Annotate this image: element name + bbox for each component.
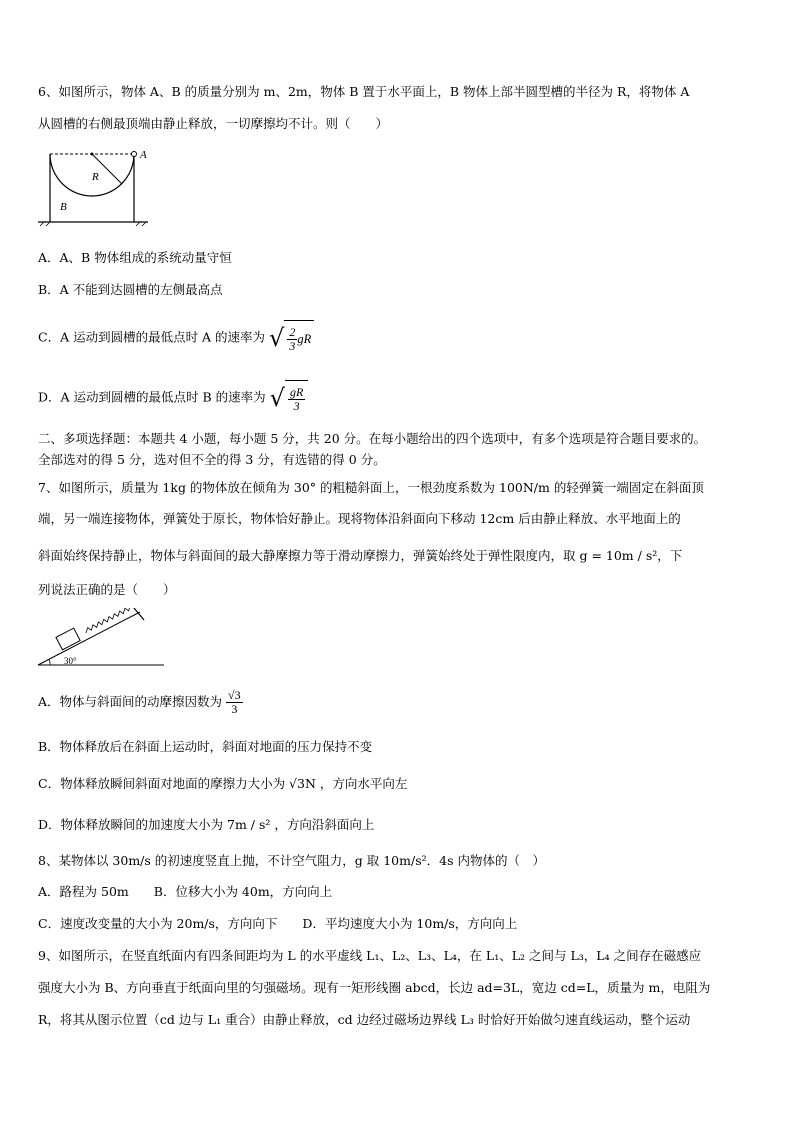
q6-option-c-tail: gR [297, 332, 312, 346]
q6-option-d-numerator: gR [289, 385, 304, 399]
section2-heading-line2: 全部选对的得 5 分，选对但不全的得 3 分，有选错的得 0 分。 [38, 452, 386, 467]
q9-stem-line1: 9、如图所示，在竖直纸面内有四条间距均为 L 的水平虚线 L₁、L₂、L₃、L₄，在 L₁、L₂ 之间与 L₃，L₄ 之间存在磁感应 [38, 948, 702, 963]
q6-option-b: B．A 不能到达圆槽的左侧最高点 [38, 282, 223, 297]
q7-stem-line2: 端，另一端连接物体，弹簧处于原长，物体恰好静止。现将物体沿斜面向下移动 12cm 后由静止释放、水平地面上的 [38, 511, 681, 526]
q8-stem: 8、某物体以 30m/s 的初速度竖直上抛，不计空气阻力，g 取 10m/s²．4s 内物体的（ ） [38, 853, 545, 868]
q6-option-d-text: D．A 运动到圆槽的最低点时 B 的速率为 [38, 389, 266, 405]
q9-stem-line3: R，将其从图示位置（cd 边与 L₁ 重合）由静止释放，cd 边经过磁场边界线 L₃ 时恰好开始做匀速直线运动，整个运动 [38, 1012, 691, 1027]
q7-option-a-denominator: 3 [231, 702, 238, 716]
q7-option-a-fraction [226, 689, 243, 716]
q7-stem-line4: 列说法正确的是（ ） [38, 582, 176, 597]
q6-option-c [38, 320, 314, 360]
q8-options-ab: A．路程为 50m B．位移大小为 40m，方向向上 [38, 884, 333, 899]
q6-option-c-numerator: 2 [289, 325, 296, 339]
q6-stem-line2: 从圆槽的右侧最顶端由静止释放，一切摩擦均不计。则（ ） [38, 116, 389, 131]
q7-stem-line3: 斜面始终保持静止，物体与斜面间的最大静摩擦力等于滑动摩擦力，弹簧始终处于弹性限度内，取 g = 10m / s²，下 [38, 548, 683, 563]
q6-figure-label-R: R [92, 171, 99, 183]
q6-figure-label-A: A [140, 149, 147, 161]
q6-stem-line1: 6、如图所示，物体 A、B 的质量分别为 m、2m，物体 B 置于水平面上，B 物体上部半圆型槽的半径为 R，将物体 A [38, 84, 690, 99]
q7-stem-line1: 7、如图所示，质量为 1kg 的物体放在倾角为 30° 的粗糙斜面上，一根劲度系数为 100N/m 的轻弹簧一端固定在斜面顶 [38, 480, 704, 495]
q7-option-a-numerator: √3 [228, 688, 241, 702]
q6-option-c-text: C．A 运动到圆槽的最低点时 A 的速率为 [38, 329, 266, 345]
q6-figure-label-B: B [60, 201, 67, 213]
q6-option-d [38, 380, 308, 420]
q7-option-a [38, 686, 243, 724]
q7-option-a-text: A．物体与斜面间的动摩擦因数为 [38, 694, 223, 709]
q6-option-d-formula: √ $\frac{gR}{3}$ [270, 380, 309, 416]
q7-figure-incline [36, 608, 168, 670]
q6-option-c-denominator: 3 [289, 339, 296, 353]
q6-option-c-formula: √ $\frac{2}{3}$ gR [269, 320, 314, 356]
q7-figure-angle-label: 30° [64, 656, 77, 666]
q9-stem-line2: 强度大小为 B、方向垂直于纸面向里的匀强磁场。现有一矩形线圈 abcd，长边 ad=3L，宽边 cd=L，质量为 m，电阻为 [38, 980, 711, 995]
q7-option-d: D．物体释放瞬间的加速度大小为 7m / s² ，方向沿斜面向上 [38, 817, 375, 832]
q6-option-d-denominator: 3 [293, 399, 300, 413]
q6-option-a: A．A、B 物体组成的系统动量守恒 [38, 250, 232, 265]
q7-option-b: B．物体释放后在斜面上运动时，斜面对地面的压力保持不变 [38, 739, 373, 754]
q7-option-c: C．物体释放瞬间斜面对地面的摩擦力大小为 √3N ，方向水平向左 [38, 776, 408, 791]
section2-heading-line1: 二、多项选择题：本题共 4 小题，每小题 5 分，共 20 分。在每小题给出的四个选项中，有多个选项是符合题目要求的。 [38, 431, 707, 446]
q8-options-cd: C．速度改变量的大小为 20m/s，方向向下 D．平均速度大小为 10m/s，方向向上 [38, 916, 518, 931]
q6-figure-semicircle-groove [30, 146, 160, 228]
